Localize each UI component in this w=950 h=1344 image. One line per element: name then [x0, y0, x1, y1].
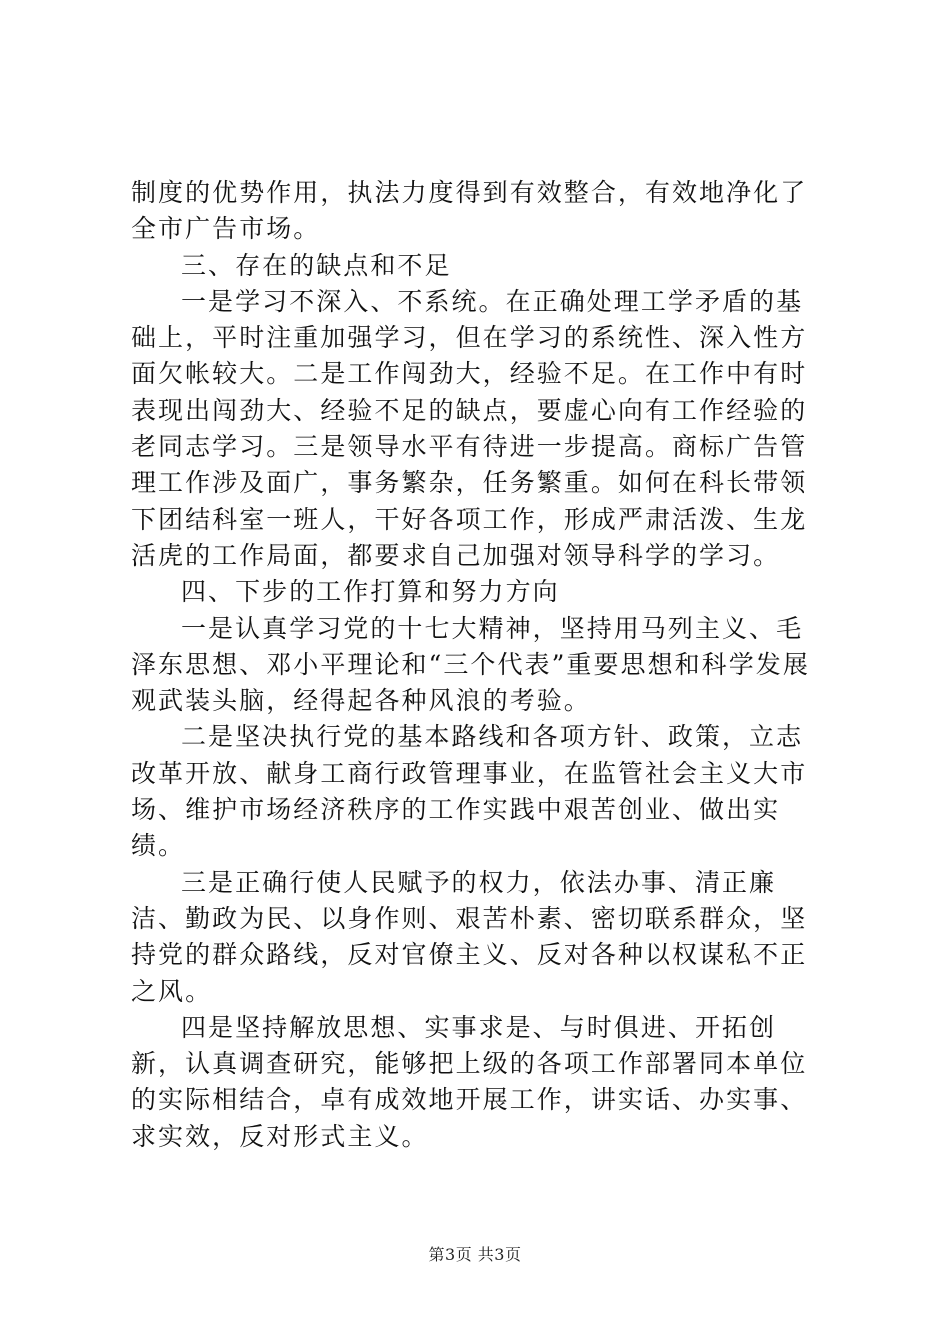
page-number-label: 第3页 共3页	[428, 1245, 522, 1264]
paragraph-plan-2: 二是坚决执行党的基本路线和各项方针、政策，立志改革开放、献身工商行政管理事业，在监管社会主义大市场、维护市场经济秩序的工作实践中艰苦创业、做出实绩。	[131, 722, 808, 861]
page-footer	[0, 1244, 950, 1266]
paragraph-shortcomings: 一是学习不深入、不系统。在正确处理工学矛盾的基础上，平时注重加强学习，但在学习的系统性、深入性方面欠帐较大。二是工作闯劲大，经验不足。在工作中有时表现出闯劲大、经验不足的缺点，要虚心向有工作经验的老同志学习。三是领导水平有待进一步提高。商标广告管理工作涉及面广，事务繁杂，任务繁重。如何在科长带领下团结科室一班人，干好各项工作，形成严肃活泼、生龙活虎的工作局面，都要求自己加强对领导科学的学习。	[131, 286, 808, 570]
paragraph-plan-1: 一是认真学习党的十七大精神，坚持用马列主义、毛泽东思想、邓小平理论和“三个代表”重要思想和科学发展观武装头脑，经得起各种风浪的考验。	[131, 613, 810, 716]
document-body	[131, 175, 821, 1155]
section-heading-shortcomings: 三、存在的缺点和不足	[181, 250, 452, 280]
paragraph-plan-3: 三是正确行使人民赋予的权力，依法办事、清正廉洁、勤政为民、以身作则、艰苦朴素、密切联系群众，坚持党的群众路线，反对官僚主义、反对各种以权谋私不正之风。	[131, 867, 808, 1006]
paragraph-plan-4: 四是坚持解放思想、实事求是、与时俱进、开拓创新，认真调查研究，能够把上级的各项工作部署同本单位的实际相结合，卓有成效地开展工作，讲实话、办实事、求实效，反对形式主义。	[131, 1012, 808, 1151]
paragraph-continuation: 制度的优势作用，执法力度得到有效整合，有效地净化了全市广告市场。	[131, 178, 808, 244]
section-heading-plans: 四、下步的工作打算和努力方向	[181, 577, 560, 607]
